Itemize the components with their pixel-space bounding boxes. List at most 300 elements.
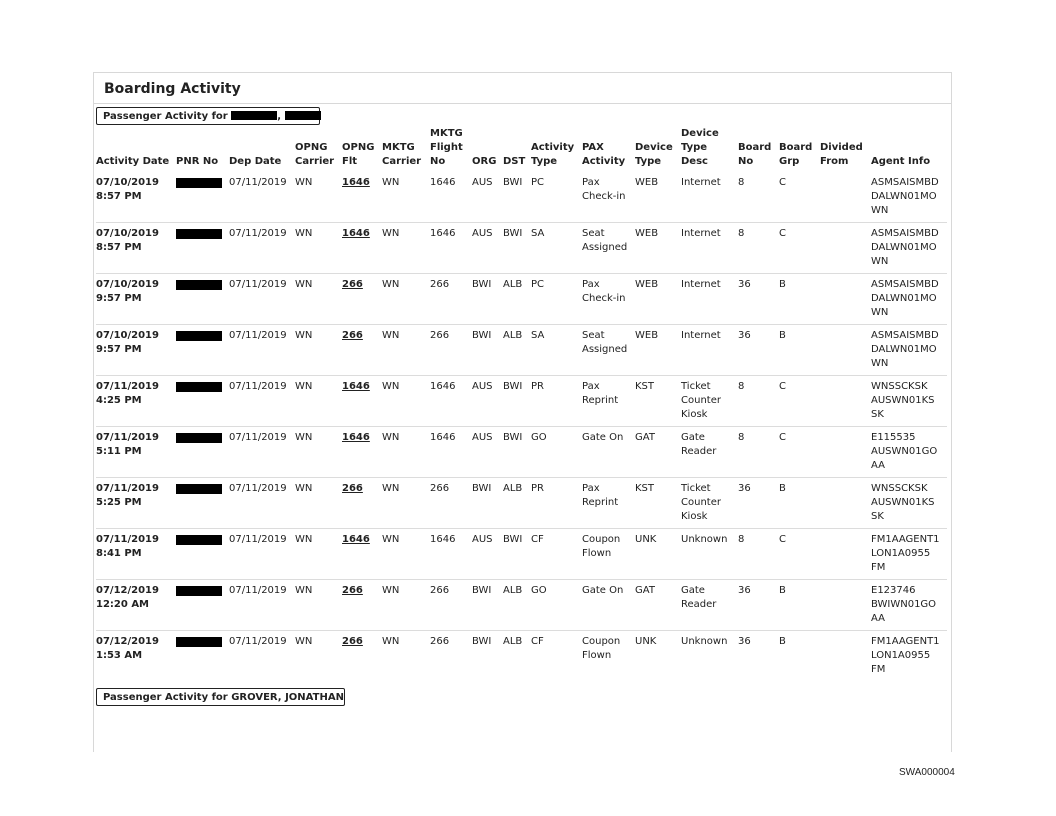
board-grp: B (779, 636, 786, 647)
activity-type-cell (531, 580, 582, 631)
divided-from-cell (820, 631, 871, 682)
opng-carrier-cell (295, 631, 342, 682)
opng-carrier-cell (295, 223, 342, 274)
pnr-cell (176, 529, 229, 580)
mktg-carrier-cell (382, 427, 430, 478)
redacted-pnr (176, 586, 222, 596)
divided-from-cell (820, 274, 871, 325)
pax-activity-cell: Gate On (582, 432, 624, 443)
column-header-divided-from: Divided From (820, 142, 863, 167)
destination: BWI (503, 177, 523, 188)
divided-from-cell (820, 376, 871, 427)
destination: ALB (503, 585, 523, 596)
device-desc-cell: Internet (681, 330, 721, 341)
pnr-cell (176, 325, 229, 376)
dst-cell (503, 325, 531, 376)
redacted-first-name (285, 111, 321, 120)
opng-carrier: WN (295, 483, 313, 494)
opng-carrier-cell (295, 427, 342, 478)
table-row (96, 274, 947, 325)
dep-date-cell (229, 274, 295, 325)
activity-type: PC (531, 279, 545, 290)
origin: AUS (472, 534, 493, 545)
mktg-carrier-cell (382, 529, 430, 580)
opng-carrier-cell (295, 376, 342, 427)
destination: ALB (503, 330, 523, 341)
board-grp: B (779, 483, 786, 494)
pax-activity-cell: Pax Check-in (582, 279, 626, 304)
org-cell (472, 580, 503, 631)
dst-cell (503, 223, 531, 274)
agent-info-cell: ASMSAISMBD DALWN01MO WN (871, 177, 939, 216)
origin: BWI (472, 279, 492, 290)
opng-carrier: WN (295, 279, 313, 290)
agent-info-cell: E123746 BWIWN01GO AA (871, 585, 937, 624)
mktg-carrier-cell (382, 274, 430, 325)
activity-time: 9:57 PM (96, 293, 142, 304)
opng-flight-link[interactable]: 1646 (342, 534, 370, 545)
org-cell (472, 376, 503, 427)
activity-date-cell (96, 631, 176, 682)
dst-cell (503, 631, 531, 682)
opng-carrier-cell (295, 325, 342, 376)
activity-time: 8:57 PM (96, 242, 142, 253)
mktg-carrier: WN (382, 432, 400, 443)
table-row (96, 376, 947, 427)
opng-carrier: WN (295, 381, 313, 392)
mktg-flight-no: 266 (430, 279, 450, 290)
device-type: WEB (635, 177, 659, 188)
device-type: KST (635, 483, 655, 494)
opng-flight-link[interactable]: 266 (342, 636, 363, 647)
origin: AUS (472, 177, 493, 188)
activity-date-cell (96, 325, 176, 376)
dep-date: 07/11/2019 (229, 432, 287, 443)
destination: ALB (503, 279, 523, 290)
mktg-carrier: WN (382, 534, 400, 545)
board-grp-cell (779, 478, 820, 529)
activity-type: CF (531, 534, 544, 545)
mktg-carrier: WN (382, 228, 400, 239)
activity-date-cell (96, 580, 176, 631)
opng-flight-link[interactable]: 266 (342, 279, 363, 290)
board-no-cell (738, 529, 779, 580)
bates-number: SWA000004 (899, 767, 955, 778)
device-desc-cell: Gate Reader (681, 432, 717, 457)
activity-date: 07/11/2019 (96, 534, 159, 545)
mktg-carrier: WN (382, 483, 400, 494)
pax-activity-cell: Pax Check-in (582, 177, 626, 202)
dep-date-cell (229, 478, 295, 529)
boarding-activity-table (96, 127, 947, 681)
activity-type-cell (531, 172, 582, 223)
opng-flt-cell (342, 376, 382, 427)
table-row (96, 631, 947, 682)
board-grp-cell (779, 427, 820, 478)
device-type: GAT (635, 432, 655, 443)
table-row (96, 325, 947, 376)
pnr-cell (176, 631, 229, 682)
board-no-cell (738, 325, 779, 376)
dep-date: 07/11/2019 (229, 228, 287, 239)
mktg-flight-no: 1646 (430, 177, 456, 188)
agent-info-cell: FM1AAGENT1 LON1A0955 FM (871, 534, 940, 573)
device-type: KST (635, 381, 655, 392)
redacted-pnr (176, 535, 222, 545)
opng-carrier: WN (295, 534, 313, 545)
opng-carrier: WN (295, 432, 313, 443)
activity-type: PR (531, 381, 544, 392)
pax-activity-cell: Coupon Flown (582, 534, 621, 559)
board-grp-cell (779, 376, 820, 427)
divided-from-cell (820, 478, 871, 529)
opng-flight-link[interactable]: 1646 (342, 381, 370, 392)
agent-info-cell: WNSSCKSK AUSWN01KS SK (871, 483, 935, 522)
device-type: WEB (635, 279, 659, 290)
activity-date: 07/10/2019 (96, 228, 159, 239)
board-grp: C (779, 381, 786, 392)
dst-cell (503, 172, 531, 223)
board-grp-cell (779, 325, 820, 376)
pnr-cell (176, 376, 229, 427)
column-header-mktg-carrier: MKTG Carrier (382, 142, 422, 167)
device-desc-cell: Gate Reader (681, 585, 717, 610)
activity-date-cell (96, 478, 176, 529)
mktg-carrier-cell (382, 172, 430, 223)
mktg-flight-cell (430, 172, 472, 223)
device-desc-cell: Unknown (681, 534, 728, 545)
agent-info-cell: ASMSAISMBD DALWN01MO WN (871, 228, 939, 267)
board-grp: C (779, 432, 786, 443)
device-desc-cell: Ticket Counter Kiosk (681, 381, 721, 420)
destination: BWI (503, 534, 523, 545)
activity-time: 8:57 PM (96, 191, 142, 202)
board-no: 36 (738, 330, 751, 341)
board-no-cell (738, 580, 779, 631)
dep-date: 07/11/2019 (229, 177, 287, 188)
dep-date-cell (229, 529, 295, 580)
column-header-activity-date: Activity Date (96, 156, 170, 167)
opng-carrier: WN (295, 636, 313, 647)
passenger-activity-label: Passenger Activity for (103, 111, 228, 122)
pax-activity-cell: Pax Reprint (582, 483, 619, 508)
mktg-flight-cell (430, 427, 472, 478)
activity-date-cell (96, 427, 176, 478)
opng-flight-link[interactable]: 266 (342, 483, 363, 494)
activity-type-cell (531, 376, 582, 427)
divided-from-cell (820, 325, 871, 376)
device-type-cell (635, 580, 681, 631)
mktg-flight-no: 266 (430, 330, 450, 341)
board-no: 8 (738, 432, 745, 443)
board-no-cell (738, 631, 779, 682)
mktg-flight-cell (430, 325, 472, 376)
board-no: 36 (738, 483, 751, 494)
activity-date: 07/10/2019 (96, 177, 159, 188)
origin: BWI (472, 636, 492, 647)
board-no: 36 (738, 279, 751, 290)
opng-carrier-cell (295, 529, 342, 580)
board-grp-cell (779, 172, 820, 223)
agent-info-cell: ASMSAISMBD DALWN01MO WN (871, 330, 939, 369)
opng-flt-cell (342, 427, 382, 478)
board-no: 8 (738, 228, 745, 239)
mktg-flight-no: 266 (430, 483, 450, 494)
board-grp-cell (779, 529, 820, 580)
activity-date-cell (96, 274, 176, 325)
device-desc-cell: Internet (681, 177, 721, 188)
dep-date-cell (229, 223, 295, 274)
agent-info-cell: E115535 AUSWN01GO AA (871, 432, 938, 471)
dep-date: 07/11/2019 (229, 636, 287, 647)
device-type-cell (635, 478, 681, 529)
board-no: 8 (738, 381, 745, 392)
board-grp: B (779, 279, 786, 290)
dst-cell (503, 376, 531, 427)
board-grp: C (779, 534, 786, 545)
dst-cell (503, 274, 531, 325)
activity-type: GO (531, 585, 547, 596)
table-header (96, 127, 947, 172)
column-header-pax-activity: PAX Activity (582, 142, 626, 167)
opng-flight-link[interactable]: 266 (342, 585, 363, 596)
opng-carrier-cell (295, 172, 342, 223)
activity-type: PC (531, 177, 545, 188)
device-desc-cell: Unknown (681, 636, 728, 647)
device-type-cell (635, 172, 681, 223)
activity-time: 4:25 PM (96, 395, 142, 406)
table-row (96, 427, 947, 478)
pnr-cell (176, 427, 229, 478)
redacted-pnr (176, 178, 222, 188)
activity-time: 8:41 PM (96, 548, 142, 559)
table-row (96, 172, 947, 223)
activity-date: 07/10/2019 (96, 279, 159, 290)
destination: BWI (503, 432, 523, 443)
column-header-device-type: Device Type (635, 142, 673, 167)
opng-carrier-cell (295, 580, 342, 631)
dst-cell (503, 580, 531, 631)
opng-flt-cell (342, 580, 382, 631)
origin: BWI (472, 585, 492, 596)
opng-flight-link[interactable]: 1646 (342, 432, 370, 443)
org-cell (472, 274, 503, 325)
column-header-board-grp: Board Grp (779, 142, 813, 167)
divided-from-cell (820, 223, 871, 274)
table-body (96, 172, 947, 681)
mktg-flight-cell (430, 274, 472, 325)
device-type: WEB (635, 330, 659, 341)
board-grp: B (779, 330, 786, 341)
opng-flt-cell (342, 274, 382, 325)
pax-activity-cell: Seat Assigned (582, 330, 628, 355)
board-no: 8 (738, 177, 745, 188)
activity-time: 5:11 PM (96, 446, 142, 457)
device-type-cell (635, 529, 681, 580)
agent-info-cell: WNSSCKSK AUSWN01KS SK (871, 381, 935, 420)
board-no-cell (738, 376, 779, 427)
dst-cell (503, 427, 531, 478)
column-header-board-no: Board No (738, 142, 772, 167)
title-divider (94, 103, 951, 104)
board-no-cell (738, 274, 779, 325)
board-no: 36 (738, 585, 751, 596)
dep-date: 07/11/2019 (229, 534, 287, 545)
dep-date-cell (229, 376, 295, 427)
redacted-pnr (176, 433, 222, 443)
origin: BWI (472, 330, 492, 341)
org-cell (472, 631, 503, 682)
dep-date: 07/11/2019 (229, 585, 287, 596)
table-header-row (96, 127, 947, 172)
boarding-activity-panel (93, 72, 952, 752)
column-header-dep-date: Dep Date (229, 156, 282, 167)
activity-date-cell (96, 172, 176, 223)
activity-date: 07/10/2019 (96, 330, 159, 341)
mktg-carrier: WN (382, 585, 400, 596)
column-header-dst: DST (503, 156, 526, 167)
redacted-pnr (176, 484, 222, 494)
activity-date: 07/11/2019 (96, 432, 159, 443)
redacted-pnr (176, 229, 222, 239)
mktg-carrier: WN (382, 636, 400, 647)
column-header-pnr-no: PNR No (176, 156, 219, 167)
destination: BWI (503, 381, 523, 392)
dep-date: 07/11/2019 (229, 279, 287, 290)
divided-from-cell (820, 580, 871, 631)
opng-flt-cell (342, 529, 382, 580)
device-type: GAT (635, 585, 655, 596)
activity-type: GO (531, 432, 547, 443)
divided-from-cell (820, 427, 871, 478)
device-type-cell (635, 274, 681, 325)
dep-date-cell (229, 172, 295, 223)
opng-carrier: WN (295, 228, 313, 239)
opng-flight-link[interactable]: 266 (342, 330, 363, 341)
org-cell (472, 223, 503, 274)
redacted-pnr (176, 382, 222, 392)
opng-flt-cell (342, 223, 382, 274)
mktg-flight-cell (430, 223, 472, 274)
device-desc-cell: Internet (681, 279, 721, 290)
org-cell (472, 172, 503, 223)
dep-date-cell (229, 427, 295, 478)
activity-time: 12:20 AM (96, 599, 150, 610)
pax-activity-cell: Seat Assigned (582, 228, 628, 253)
activity-type: CF (531, 636, 544, 647)
activity-time: 9:57 PM (96, 344, 142, 355)
board-grp: C (779, 177, 786, 188)
board-grp: C (779, 228, 786, 239)
device-type: WEB (635, 228, 659, 239)
opng-carrier: WN (295, 330, 313, 341)
mktg-flight-cell (430, 631, 472, 682)
activity-type: SA (531, 228, 545, 239)
destination: ALB (503, 483, 523, 494)
opng-carrier-cell (295, 478, 342, 529)
board-no-cell (738, 172, 779, 223)
pnr-cell (176, 478, 229, 529)
passenger-activity-header-grover: Passenger Activity for GROVER, JONATHAN (96, 688, 345, 706)
opng-carrier-cell (295, 274, 342, 325)
device-type-cell (635, 631, 681, 682)
pnr-cell (176, 274, 229, 325)
activity-date-cell (96, 376, 176, 427)
redacted-last-name (231, 111, 277, 120)
org-cell (472, 325, 503, 376)
column-header-agent-info: Agent Info (871, 156, 931, 167)
mktg-flight-no: 1646 (430, 432, 456, 443)
device-type-cell (635, 376, 681, 427)
mktg-carrier: WN (382, 279, 400, 290)
device-type-cell (635, 427, 681, 478)
activity-type: SA (531, 330, 545, 341)
activity-date: 07/12/2019 (96, 585, 159, 596)
dep-date-cell (229, 325, 295, 376)
activity-type-cell (531, 274, 582, 325)
mktg-carrier-cell (382, 580, 430, 631)
mktg-carrier: WN (382, 330, 400, 341)
dep-date-cell (229, 580, 295, 631)
activity-date: 07/12/2019 (96, 636, 159, 647)
device-type-cell (635, 325, 681, 376)
org-cell (472, 478, 503, 529)
activity-time: 5:25 PM (96, 497, 142, 508)
opng-flt-cell (342, 478, 382, 529)
mktg-flight-no: 1646 (430, 228, 456, 239)
activity-type: PR (531, 483, 544, 494)
board-no-cell (738, 478, 779, 529)
device-type: UNK (635, 534, 657, 545)
mktg-flight-no: 266 (430, 636, 450, 647)
destination: ALB (503, 636, 523, 647)
mktg-flight-no: 1646 (430, 381, 456, 392)
opng-flight-link[interactable]: 1646 (342, 177, 370, 188)
column-header-activity-type: Activity Type (531, 142, 575, 167)
opng-carrier: WN (295, 585, 313, 596)
dst-cell (503, 529, 531, 580)
column-header-mktg-flight-no: MKTG Flight No (430, 128, 463, 167)
activity-date: 07/11/2019 (96, 483, 159, 494)
column-header-opng-carrier: OPNG Carrier (295, 142, 335, 167)
activity-date-cell (96, 529, 176, 580)
mktg-flight-cell (430, 529, 472, 580)
board-no-cell (738, 223, 779, 274)
origin: BWI (472, 483, 492, 494)
table-row (96, 478, 947, 529)
opng-flt-cell (342, 631, 382, 682)
activity-type-cell (531, 223, 582, 274)
origin: AUS (472, 381, 493, 392)
activity-type-cell (531, 478, 582, 529)
activity-date: 07/11/2019 (96, 381, 159, 392)
redacted-pnr (176, 637, 222, 647)
board-grp-cell (779, 631, 820, 682)
opng-flight-link[interactable]: 1646 (342, 228, 370, 239)
origin: AUS (472, 228, 493, 239)
destination: BWI (503, 228, 523, 239)
pnr-cell (176, 172, 229, 223)
board-grp: B (779, 585, 786, 596)
pax-activity-cell: Pax Reprint (582, 381, 619, 406)
device-desc-cell: Ticket Counter Kiosk (681, 483, 721, 522)
activity-type-cell (531, 427, 582, 478)
mktg-carrier: WN (382, 381, 400, 392)
agent-info-cell: FM1AAGENT1 LON1A0955 FM (871, 636, 940, 675)
activity-time: 1:53 AM (96, 650, 143, 661)
org-cell (472, 427, 503, 478)
activity-type-cell (531, 529, 582, 580)
